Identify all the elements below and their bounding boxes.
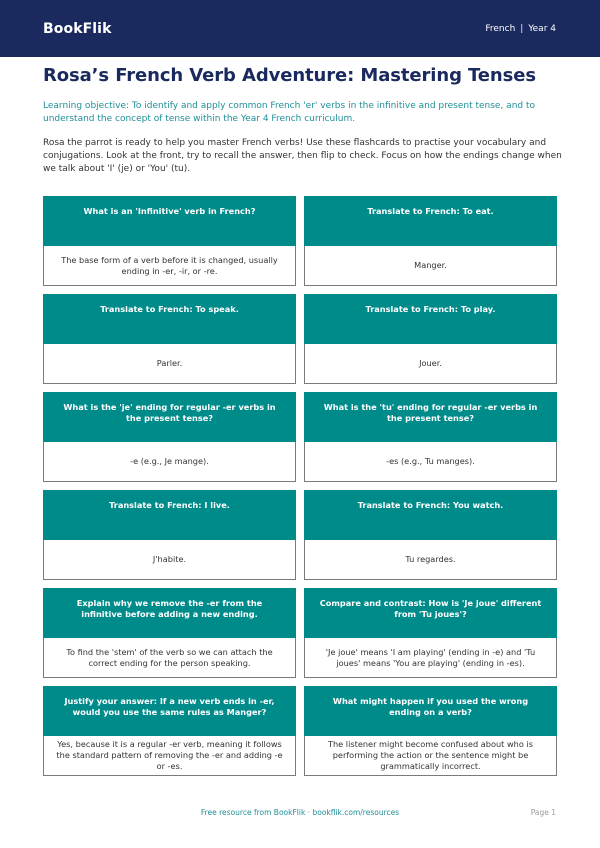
flashcard[interactable] <box>43 490 296 580</box>
flashcard-back: The base form of a verb before it is changed, usually ending in -er, -ir, or -re. <box>43 246 296 286</box>
flashcard-front: Translate to French: To speak. <box>43 294 296 344</box>
flashcard[interactable] <box>304 196 557 286</box>
flashcard-back: Jouer. <box>304 344 557 384</box>
flashcard[interactable] <box>43 686 296 776</box>
breadcrumb-year: Year 4 <box>528 23 556 34</box>
flashcard[interactable] <box>43 196 296 286</box>
flashcard-front: Explain why we remove the -er from the infinitive before adding a new ending. <box>43 588 296 638</box>
flashcard-front: What is an 'Infinitive' verb in French? <box>43 196 296 246</box>
flashcard-back: The listener might become confused about who is performing the action or the sentence might be grammatically incorrect. <box>304 736 557 776</box>
flashcard-back: -es (e.g., Tu manges). <box>304 442 557 482</box>
footer-resource-link[interactable]: Free resource from BookFlik · bookflik.com/resources <box>200 808 400 817</box>
flashcard-back: 'Je joue' means 'I am playing' (ending in -e) and 'Tu joues' means 'You are playing' (ending in -es). <box>304 638 557 678</box>
flashcard-front: Translate to French: To play. <box>304 294 557 344</box>
flashcard-front: Compare and contrast: How is 'Je joue' different from 'Tu joues'? <box>304 588 557 638</box>
flashcard-front: What is the 'tu' ending for regular -er verbs in the present tense? <box>304 392 557 442</box>
flashcard-back: J'habite. <box>43 540 296 580</box>
flashcard-front: What is the 'je' ending for regular -er verbs in the present tense? <box>43 392 296 442</box>
flashcard-front: Translate to French: I live. <box>43 490 296 540</box>
flashcard-back: Manger. <box>304 246 557 286</box>
flashcard-back: Parler. <box>43 344 296 384</box>
header-bar <box>0 0 600 57</box>
intro-text: Rosa the parrot is ready to help you master French verbs! Use these flashcards to practise your vocabulary and conjugations. Look at the front, try to recall the answer, then flip to check. Focus on how the endings change when we talk about 'I' (je) or 'You' (tu). <box>43 138 562 174</box>
flashcard-front: Justify your answer: If a new verb ends in -er, would you use the same rules as Manger? <box>43 686 296 736</box>
flashcard-grid <box>43 196 557 776</box>
page-title: Rosa’s French Verb Adventure: Mastering Tenses <box>43 65 536 86</box>
breadcrumb <box>485 24 556 34</box>
flashcard[interactable] <box>304 392 557 482</box>
flashcard-back: To find the 'stem' of the verb so we can attach the correct ending for the person speaking. <box>43 638 296 678</box>
flashcard[interactable] <box>43 392 296 482</box>
flashcard[interactable] <box>304 588 557 678</box>
flashcard-front: Translate to French: You watch. <box>304 490 557 540</box>
flashcard[interactable] <box>304 294 557 384</box>
learning-objective: Learning objective: To identify and apply common French 'er' verbs in the infinitive and present tense, and to understand the concept of tense within the Year 4 French curriculum. <box>43 101 536 124</box>
page-number: Page 1 <box>530 808 556 817</box>
flashcard[interactable] <box>43 588 296 678</box>
flashcard-front: What might happen if you used the wrong ending on a verb? <box>304 686 557 736</box>
flashcard[interactable] <box>304 490 557 580</box>
flashcard[interactable] <box>304 686 557 776</box>
brand-logo[interactable]: BookFlik <box>43 20 112 37</box>
flashcard-back: Tu regardes. <box>304 540 557 580</box>
flashcard[interactable] <box>43 294 296 384</box>
flashcard-back: Yes, because it is a regular -er verb, meaning it follows the standard pattern of removing the -er and adding -e or -es. <box>43 736 296 776</box>
breadcrumb-separator: | <box>520 23 524 34</box>
breadcrumb-subject: French <box>485 23 516 34</box>
flashcard-front: Translate to French: To eat. <box>304 196 557 246</box>
flashcard-back: -e (e.g., Je mange). <box>43 442 296 482</box>
